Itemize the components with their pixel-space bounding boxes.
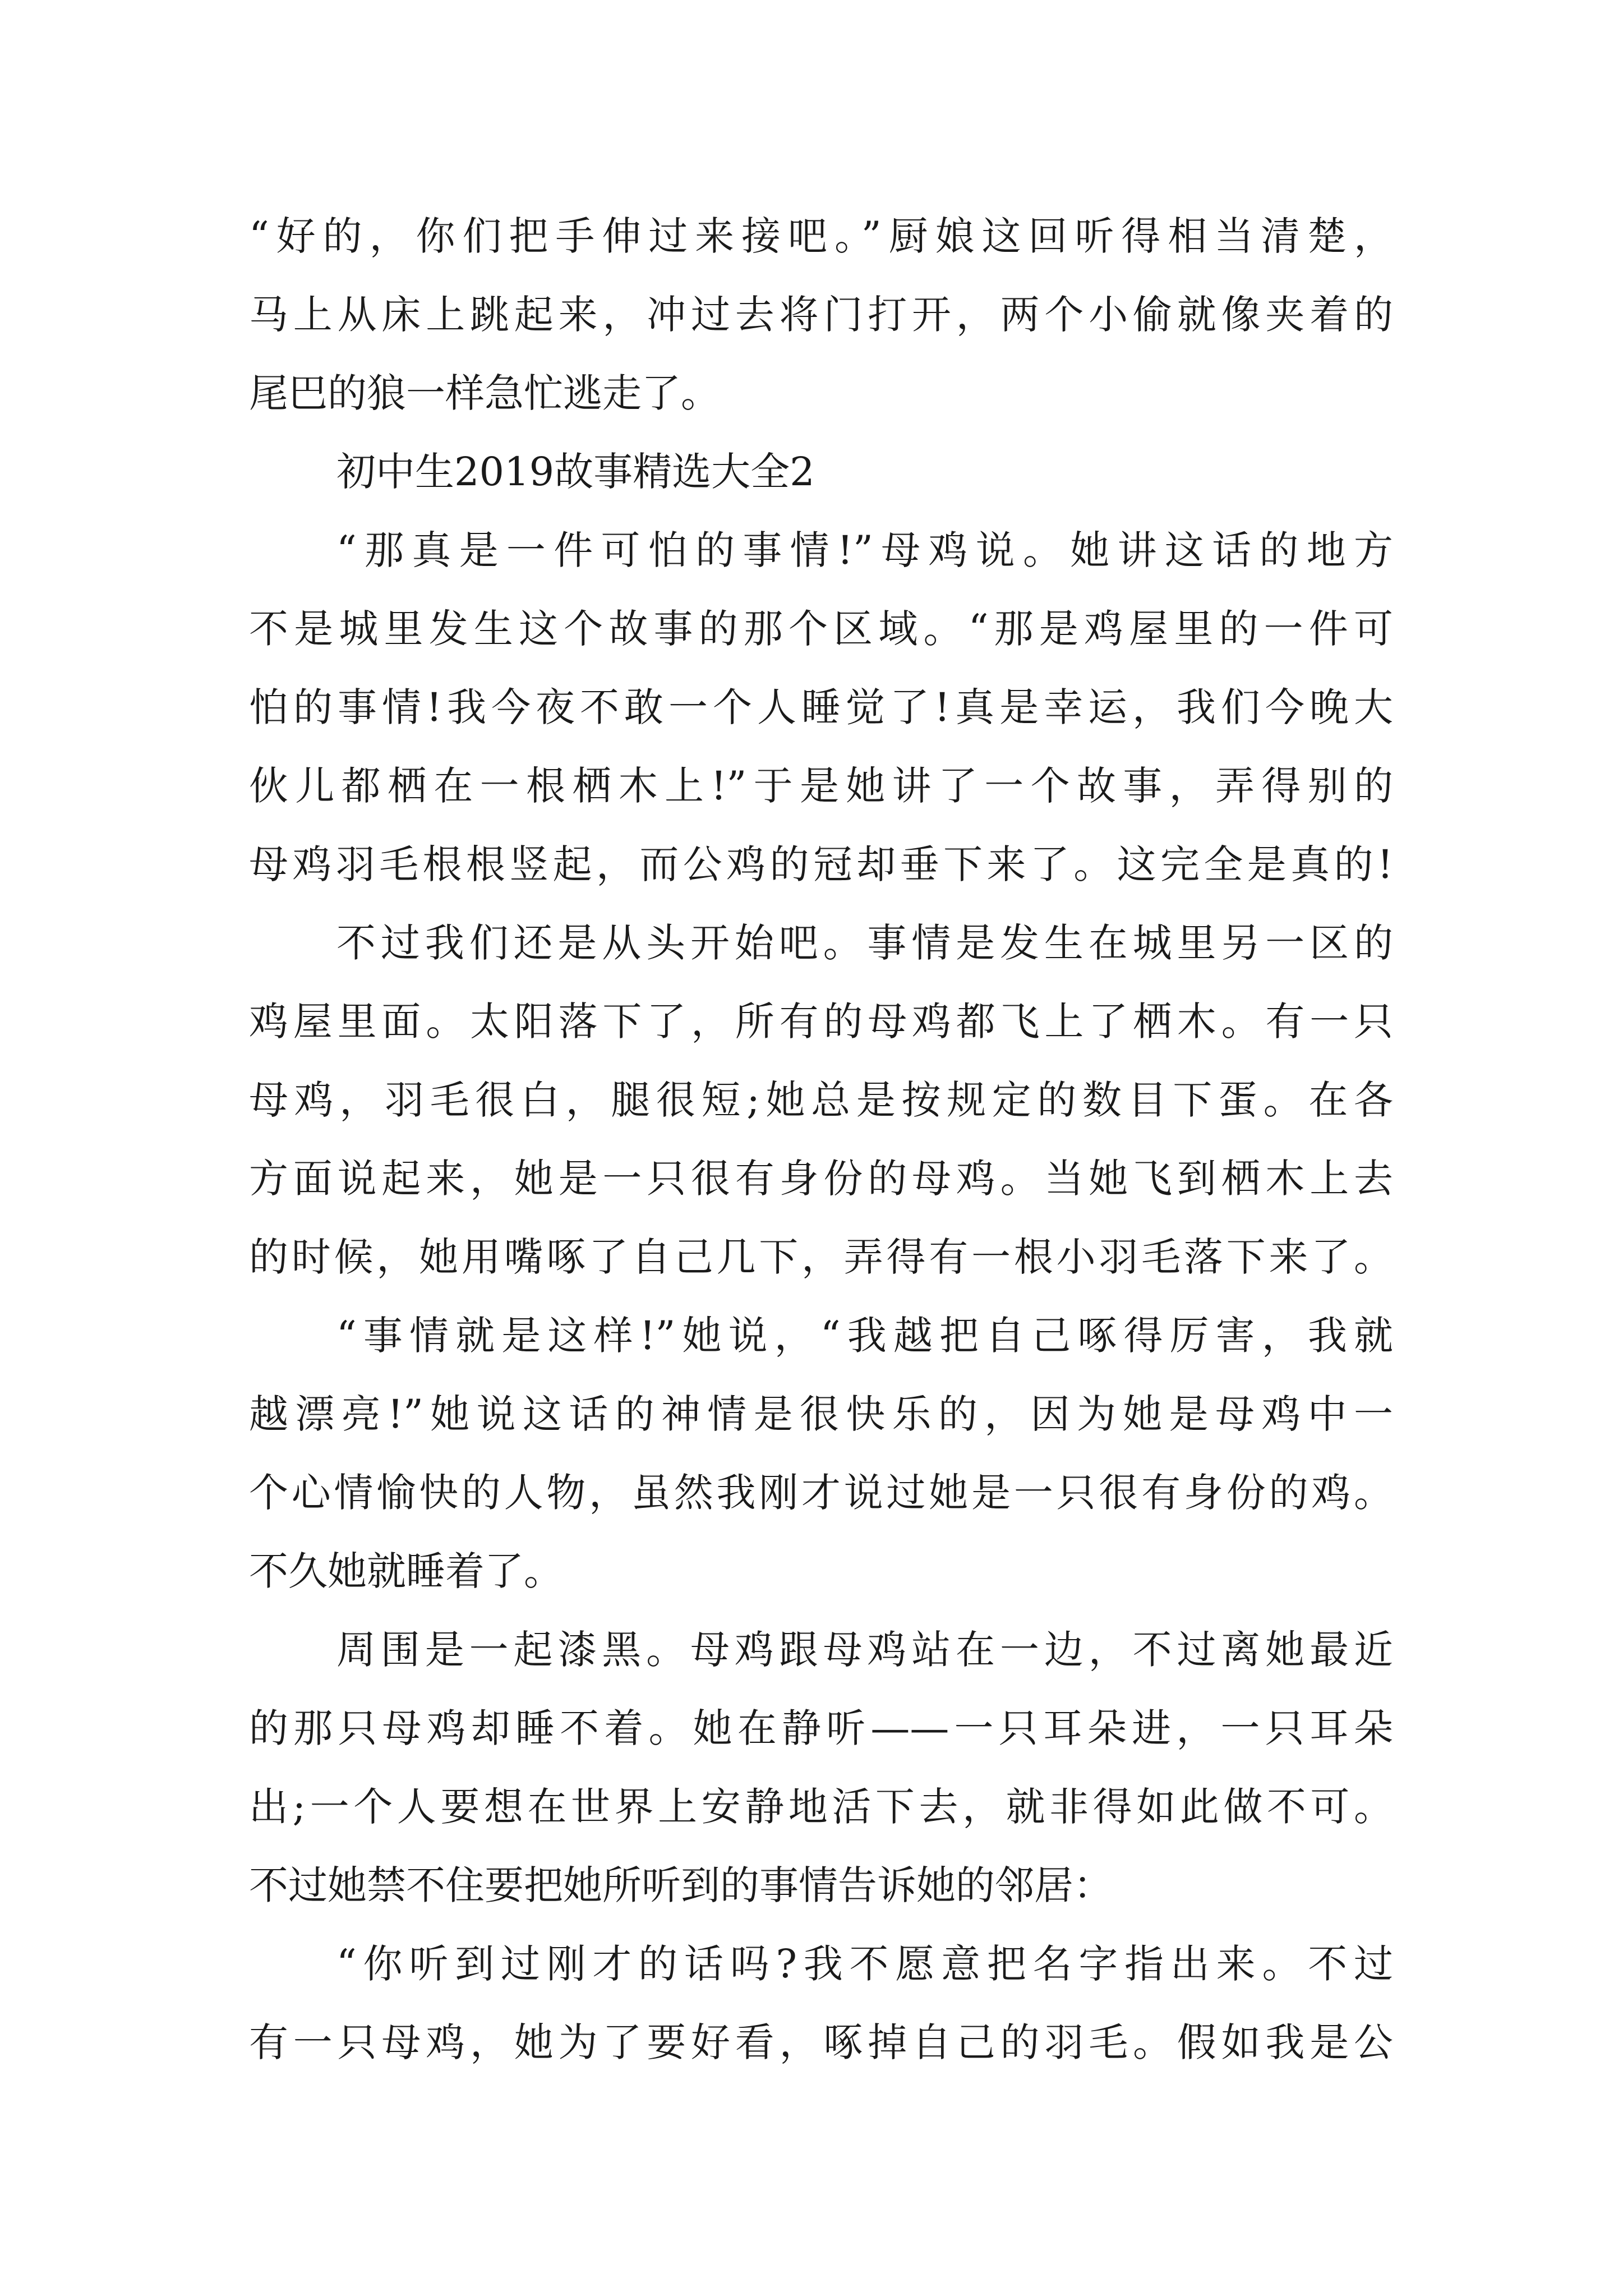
text-line: 母鸡羽毛根根竖起，而公鸡的冠却垂下来了。这完全是真的! (249, 841, 1393, 887)
text-line: 不过她禁不住要把她所听到的事情告诉她的邻居： (249, 1862, 1113, 1908)
text-line: “事情就是这样!”她说，“我越把自己啄得厉害，我就 (336, 1313, 1393, 1359)
text-line: 鸡屋里面。太阳落下了，所有的母鸡都飞上了栖木。有一只 (249, 999, 1393, 1045)
text-line: 出;一个人要想在世界上安静地活下去，就非得如此做不可。 (249, 1784, 1393, 1830)
text-line: 方面说起来，她是一只很有身份的母鸡。当她飞到栖木上去 (249, 1156, 1393, 1202)
text-line: “那真是一件可怕的事情!”母鸡说。她讲这话的地方 (336, 527, 1393, 573)
text-line: 周围是一起漆黑。母鸡跟母鸡站在一边，不过离她最近 (336, 1627, 1393, 1673)
text-line: 越漂亮!”她说这话的神情是很快乐的，因为她是母鸡中一 (249, 1391, 1393, 1437)
section-heading: 初中生2019故事精选大全2 (336, 449, 815, 495)
text-line: 有一只母鸡，她为了要好看，啄掉自己的羽毛。假如我是公 (249, 2019, 1393, 2065)
text-line: 个心情愉快的人物，虽然我刚才说过她是一只很有身份的鸡。 (249, 1470, 1393, 1516)
text-line: 母鸡，羽毛很白，腿很短;她总是按规定的数目下蛋。在各 (249, 1077, 1393, 1123)
text-line: 的时候，她用嘴啄了自己几下，弄得有一根小羽毛落下来了。 (249, 1234, 1393, 1280)
text-line: 不是城里发生这个故事的那个区域。“那是鸡屋里的一件可 (249, 606, 1393, 652)
text-line: 不过我们还是从头开始吧。事情是发生在城里另一区的 (336, 920, 1393, 966)
text-line: “你听到过刚才的话吗?我不愿意把名字指出来。不过 (336, 1941, 1393, 1987)
text-line: 尾巴的狼一样急忙逃走了。 (249, 370, 720, 416)
text-line: 不久她就睡着了。 (249, 1548, 563, 1594)
text-line: 马上从床上跳起来，冲过去将门打开，两个小偷就像夹着的 (249, 292, 1393, 338)
text-line: 的那只母鸡却睡不着。她在静听——一只耳朵进，一只耳朵 (249, 1705, 1393, 1751)
text-line: 伙儿都栖在一根栖木上!”于是她讲了一个故事，弄得别的 (249, 763, 1393, 809)
text-line: 怕的事情!我今夜不敢一个人睡觉了!真是幸运，我们今晚大 (249, 684, 1393, 730)
text-line: “好的，你们把手伸过来接吧。”厨娘这回听得相当清楚， (249, 213, 1393, 259)
